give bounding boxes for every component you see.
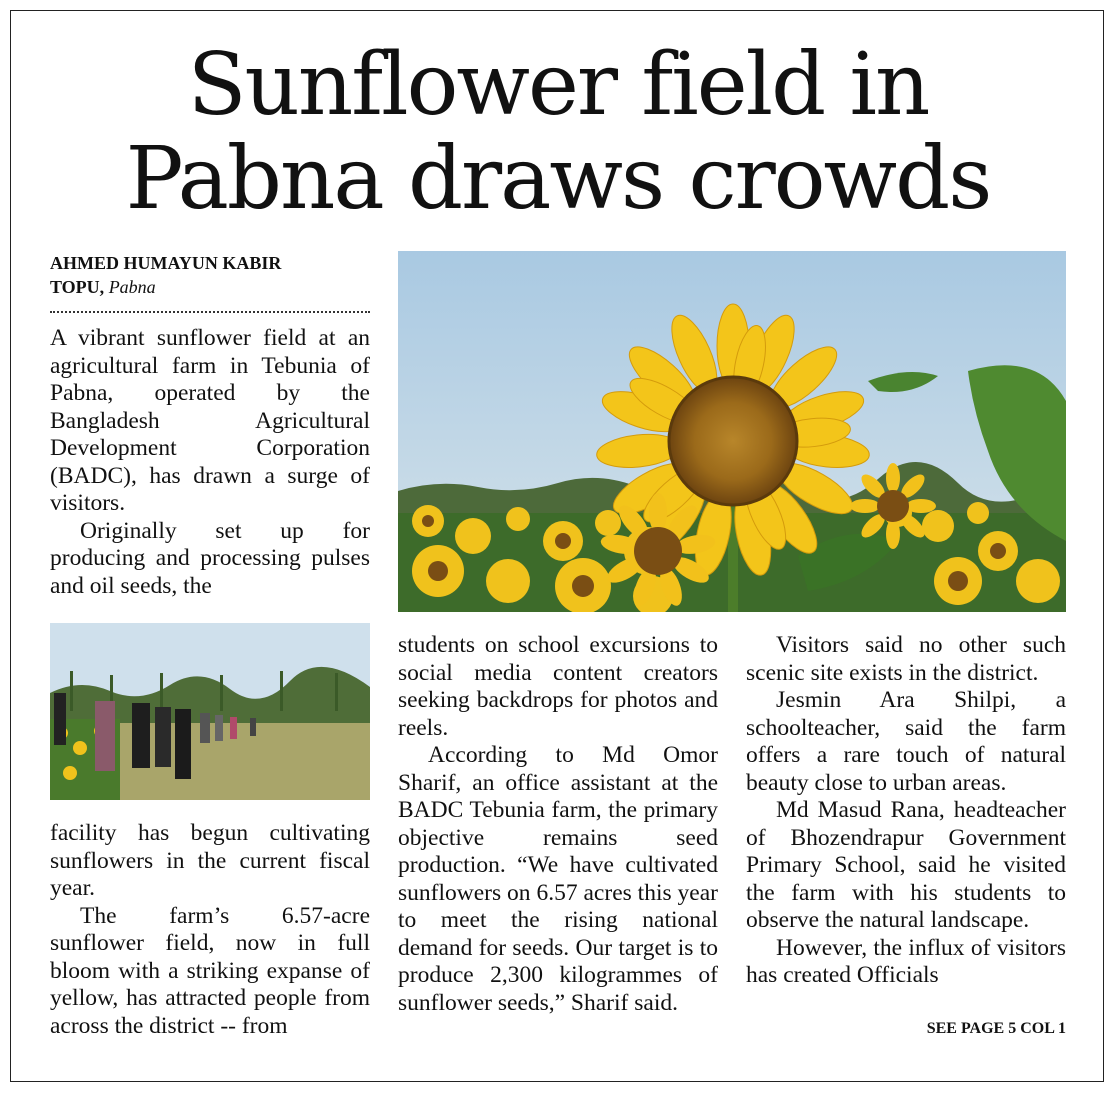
article-column-2 <box>398 632 718 1017</box>
visitors-photo <box>50 623 370 800</box>
paragraph: Originally set up for producing and processing pulses and oil seeds, the <box>50 517 370 599</box>
paragraph: Jesmin Ara Shilpi, a schoolteacher, said the farm offers a rare touch of natural beauty close to urban areas. <box>746 687 1066 796</box>
byline-divider <box>50 311 370 313</box>
paragraph: However, the influx of visitors has created Officials <box>746 934 1066 988</box>
paragraph: Md Masud Rana, headteacher of Bhozendrapur Government Primary School, said he visited the farm with his students to observe the natural landscape. <box>746 797 1066 933</box>
paragraph: facility has begun cultivating sunflowers in the current fiscal year. <box>50 820 370 901</box>
byline-place: Pabna <box>108 277 156 297</box>
paragraph: A vibrant sunflower field at an agricultural farm in Tebunia of Pabna, operated by the Bangladesh Agricultural Development Corporation (BADC), has drawn a surge of visitors. <box>50 325 370 516</box>
continued-on-page-link[interactable]: SEE PAGE 5 COL 1 <box>926 1020 1066 1037</box>
headline <box>40 35 1076 229</box>
byline <box>50 251 370 299</box>
paragraph: Visitors said no other such scenic site exists in the district. <box>746 632 1066 686</box>
article-column-1-top <box>50 325 370 600</box>
paragraph: students on school excursions to social media content creators seeking backdrops for photos and reels. <box>398 632 718 741</box>
article-column-3 <box>746 632 1066 990</box>
article-column-1-bottom <box>50 820 370 1040</box>
byline-name-line-2: TOPU, <box>50 277 105 297</box>
headline-line-1: Sunflower field in <box>187 35 929 135</box>
byline-name-line-1: AHMED HUMAYUN KABIR <box>50 253 282 273</box>
paragraph: According to Md Omor Sharif, an office assistant at the BADC Tebunia farm, the primary objective remains seed production. “We have cultivated sunflowers on 6.57 acres this year to meet the rising national demand for seeds. Our target is to produce 2,300 kilogrammes of sunflower seeds,” Sharif said. <box>398 742 718 1016</box>
sunflower-main-photo <box>398 251 1066 612</box>
headline-line-2: Pabna draws crowds <box>125 129 991 229</box>
paragraph: The farm’s 6.57-acre sunflower field, now in full bloom with a striking expanse of yellow, has attracted people from across the district -- from <box>50 902 370 1039</box>
